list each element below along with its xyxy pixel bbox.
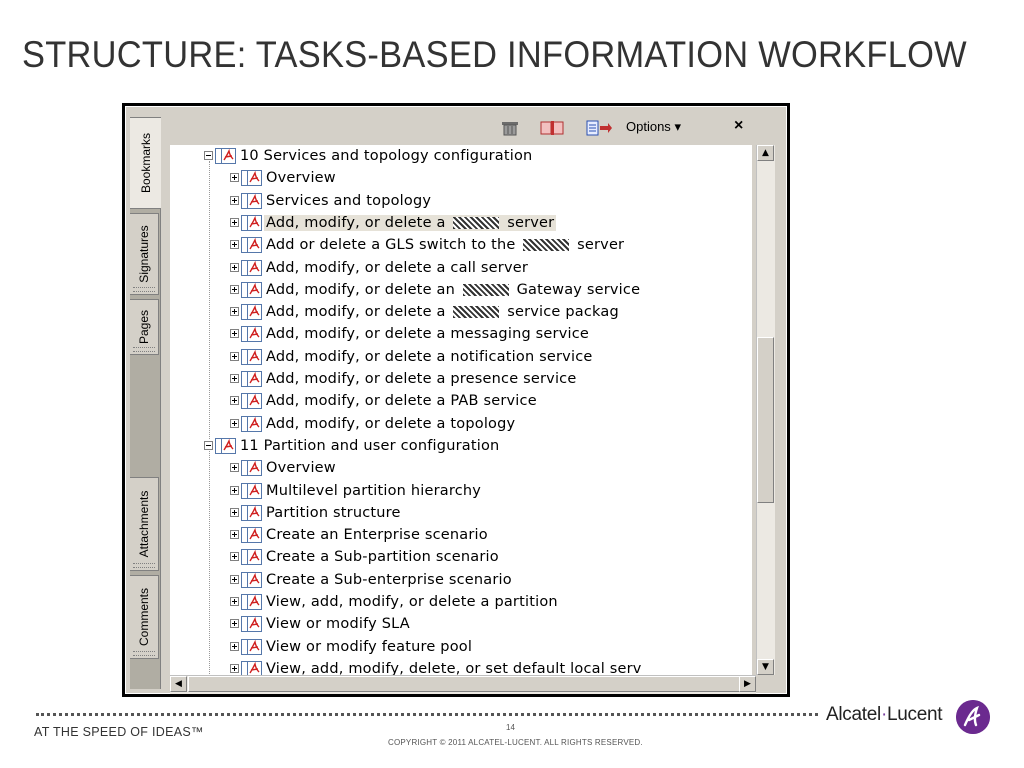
pdf-bookmark-icon xyxy=(241,215,263,231)
expand-icon[interactable] xyxy=(230,508,239,517)
bookmark-label: Add, modify, or delete a server xyxy=(266,214,555,231)
tab-signatures[interactable] xyxy=(130,213,159,295)
pdf-bookmark-icon xyxy=(241,483,263,499)
bookmark-label: View or modify feature pool xyxy=(266,638,473,655)
tab-label: Signatures xyxy=(137,225,151,283)
bookmarks-panel-screenshot xyxy=(122,103,790,697)
bookmark-label: Add, modify, or delete a PAB service xyxy=(266,393,537,410)
pdf-bookmark-icon xyxy=(241,237,263,253)
options-label: Options xyxy=(626,119,671,134)
pdf-bookmark-icon xyxy=(241,527,263,543)
tab-pages[interactable] xyxy=(130,299,159,355)
pdf-bookmark-icon xyxy=(215,148,237,164)
brand-left: Alcatel xyxy=(826,704,881,725)
alcatel-lucent-logo-icon xyxy=(956,700,990,734)
copyright-notice: COPYRIGHT © 2011 ALCATEL-LUCENT. ALL RIGHTS RESERVED. xyxy=(388,738,643,747)
expand-icon[interactable] xyxy=(230,419,239,428)
bookmark-label: Add or delete a GLS switch to the server xyxy=(266,237,625,254)
page-number: 14 xyxy=(506,723,515,732)
options-menu[interactable] xyxy=(626,119,681,135)
bookmarks-toolbar xyxy=(162,111,782,141)
expand-icon[interactable] xyxy=(230,530,239,539)
bookmark-label: Overview xyxy=(266,170,336,187)
side-tab-strip xyxy=(130,117,161,689)
tab-comments[interactable] xyxy=(130,575,159,659)
pdf-bookmark-icon xyxy=(241,594,263,610)
slide-title: STRUCTURE: TASKS-BASED INFORMATION WORKFLOW xyxy=(22,34,967,75)
bookmark-label: Partition structure xyxy=(266,504,401,521)
bookmark-label: 11 Partition and user configuration xyxy=(240,437,500,454)
bookmark-tree xyxy=(170,145,752,675)
redacted-block xyxy=(523,239,569,251)
pdf-bookmark-icon xyxy=(241,193,263,209)
bookmark-label: Add, modify, or delete a call server xyxy=(266,259,529,276)
bookmark-label: Create an Enterprise scenario xyxy=(266,527,488,544)
pdf-bookmark-icon xyxy=(241,616,263,632)
chevron-down-icon: ▾ xyxy=(674,119,681,134)
bookmark-label: View, add, modify, or delete a partition xyxy=(266,594,558,610)
tab-label: Bookmarks xyxy=(138,132,153,194)
pdf-bookmark-icon xyxy=(241,282,263,298)
expand-icon[interactable] xyxy=(230,374,239,383)
horizontal-scroll-thumb[interactable] xyxy=(188,676,744,692)
scroll-up-button[interactable]: ▲ xyxy=(757,145,774,161)
expand-icon[interactable] xyxy=(230,486,239,495)
expand-icon[interactable] xyxy=(230,463,239,472)
expand-icon[interactable] xyxy=(230,642,239,651)
tab-label: Pages xyxy=(137,309,151,345)
expand-icon[interactable] xyxy=(230,285,239,294)
collapse-icon[interactable] xyxy=(204,151,213,160)
tab-label: Attachments xyxy=(137,490,151,558)
footer-tagline: AT THE SPEED OF IDEAS™ xyxy=(34,725,204,739)
scroll-left-button[interactable]: ◀ xyxy=(170,676,187,692)
bookmark-options-icon[interactable] xyxy=(586,120,612,136)
pdf-bookmark-icon xyxy=(241,549,263,565)
bookmark-expand-icon[interactable] xyxy=(540,120,566,136)
bookmark-label: Create a Sub-partition scenario xyxy=(266,549,499,566)
expand-icon[interactable] xyxy=(230,173,239,182)
tab-attachments[interactable] xyxy=(130,477,159,571)
footer-divider xyxy=(36,713,818,716)
bookmark-label: Add, modify, or delete a notification service xyxy=(266,348,593,365)
pdf-bookmark-icon xyxy=(241,371,263,387)
tab-label: Comments xyxy=(137,587,151,647)
panel-frame xyxy=(125,106,787,694)
pdf-bookmark-icon xyxy=(215,438,237,454)
close-button[interactable]: × xyxy=(734,117,744,134)
pdf-bookmark-icon xyxy=(241,661,263,675)
redacted-block xyxy=(453,217,499,229)
bookmark-label: Create a Sub-enterprise scenario xyxy=(266,571,512,588)
pdf-bookmark-icon xyxy=(241,304,263,320)
expand-icon[interactable] xyxy=(230,597,239,606)
tab-grip xyxy=(133,287,155,292)
bookmark-label: Add, modify, or delete a service packag xyxy=(266,304,619,321)
tab-grip xyxy=(133,347,155,352)
expand-icon[interactable] xyxy=(230,552,239,561)
tree-guide-line xyxy=(209,451,210,675)
expand-icon[interactable] xyxy=(230,307,239,316)
pdf-bookmark-icon xyxy=(241,460,263,476)
expand-icon[interactable] xyxy=(230,575,239,584)
expand-icon[interactable] xyxy=(230,218,239,227)
expand-icon[interactable] xyxy=(230,329,239,338)
bookmark-label: 10 Services and topology configuration xyxy=(240,148,533,164)
expand-icon[interactable] xyxy=(230,196,239,205)
bookmark-label: Add, modify, or delete a messaging service xyxy=(266,326,590,343)
vertical-scrollbar[interactable] xyxy=(756,145,775,675)
bookmark-label: Services and topology xyxy=(266,192,432,209)
collapse-icon[interactable] xyxy=(204,441,213,450)
scroll-thumb[interactable] xyxy=(757,337,774,503)
redacted-block xyxy=(453,306,499,318)
trash-icon[interactable] xyxy=(500,120,520,136)
pdf-bookmark-icon xyxy=(241,326,263,342)
bookmark-label: View, add, modify, delete, or set default local serv xyxy=(266,660,642,675)
pdf-bookmark-icon xyxy=(241,393,263,409)
bookmark-label: Multilevel partition hierarchy xyxy=(266,482,482,499)
bookmark-label: Add, modify, or delete an Gateway service xyxy=(266,281,641,298)
scroll-down-button[interactable]: ▼ xyxy=(757,659,774,675)
brand-dot: · xyxy=(880,704,887,725)
tab-grip xyxy=(133,651,155,656)
tab-bookmarks[interactable] xyxy=(130,117,161,209)
redacted-block xyxy=(463,284,509,296)
brand-right: Lucent xyxy=(886,704,943,725)
pdf-bookmark-icon xyxy=(241,639,263,655)
scroll-right-button[interactable]: ▶ xyxy=(739,676,756,692)
expand-icon[interactable] xyxy=(230,619,239,628)
bookmark-label: Add, modify, or delete a topology xyxy=(266,415,516,432)
expand-icon[interactable] xyxy=(230,240,239,249)
pdf-bookmark-icon xyxy=(241,505,263,521)
expand-icon[interactable] xyxy=(230,664,239,673)
pdf-bookmark-icon xyxy=(241,416,263,432)
pdf-bookmark-icon xyxy=(241,572,263,588)
bookmark-label: View or modify SLA xyxy=(266,616,410,633)
expand-icon[interactable] xyxy=(230,352,239,361)
bookmark-label: Overview xyxy=(266,460,336,477)
brand-wordmark xyxy=(826,704,942,726)
horizontal-scrollbar[interactable] xyxy=(170,675,756,694)
expand-icon[interactable] xyxy=(230,396,239,405)
tab-grip xyxy=(133,563,155,568)
pdf-bookmark-icon xyxy=(241,170,263,186)
expand-icon[interactable] xyxy=(230,263,239,272)
tree-guide-line xyxy=(209,161,210,439)
pdf-bookmark-icon xyxy=(241,349,263,365)
bookmark-label: Add, modify, or delete a presence service xyxy=(266,371,577,387)
pdf-bookmark-icon xyxy=(241,260,263,276)
